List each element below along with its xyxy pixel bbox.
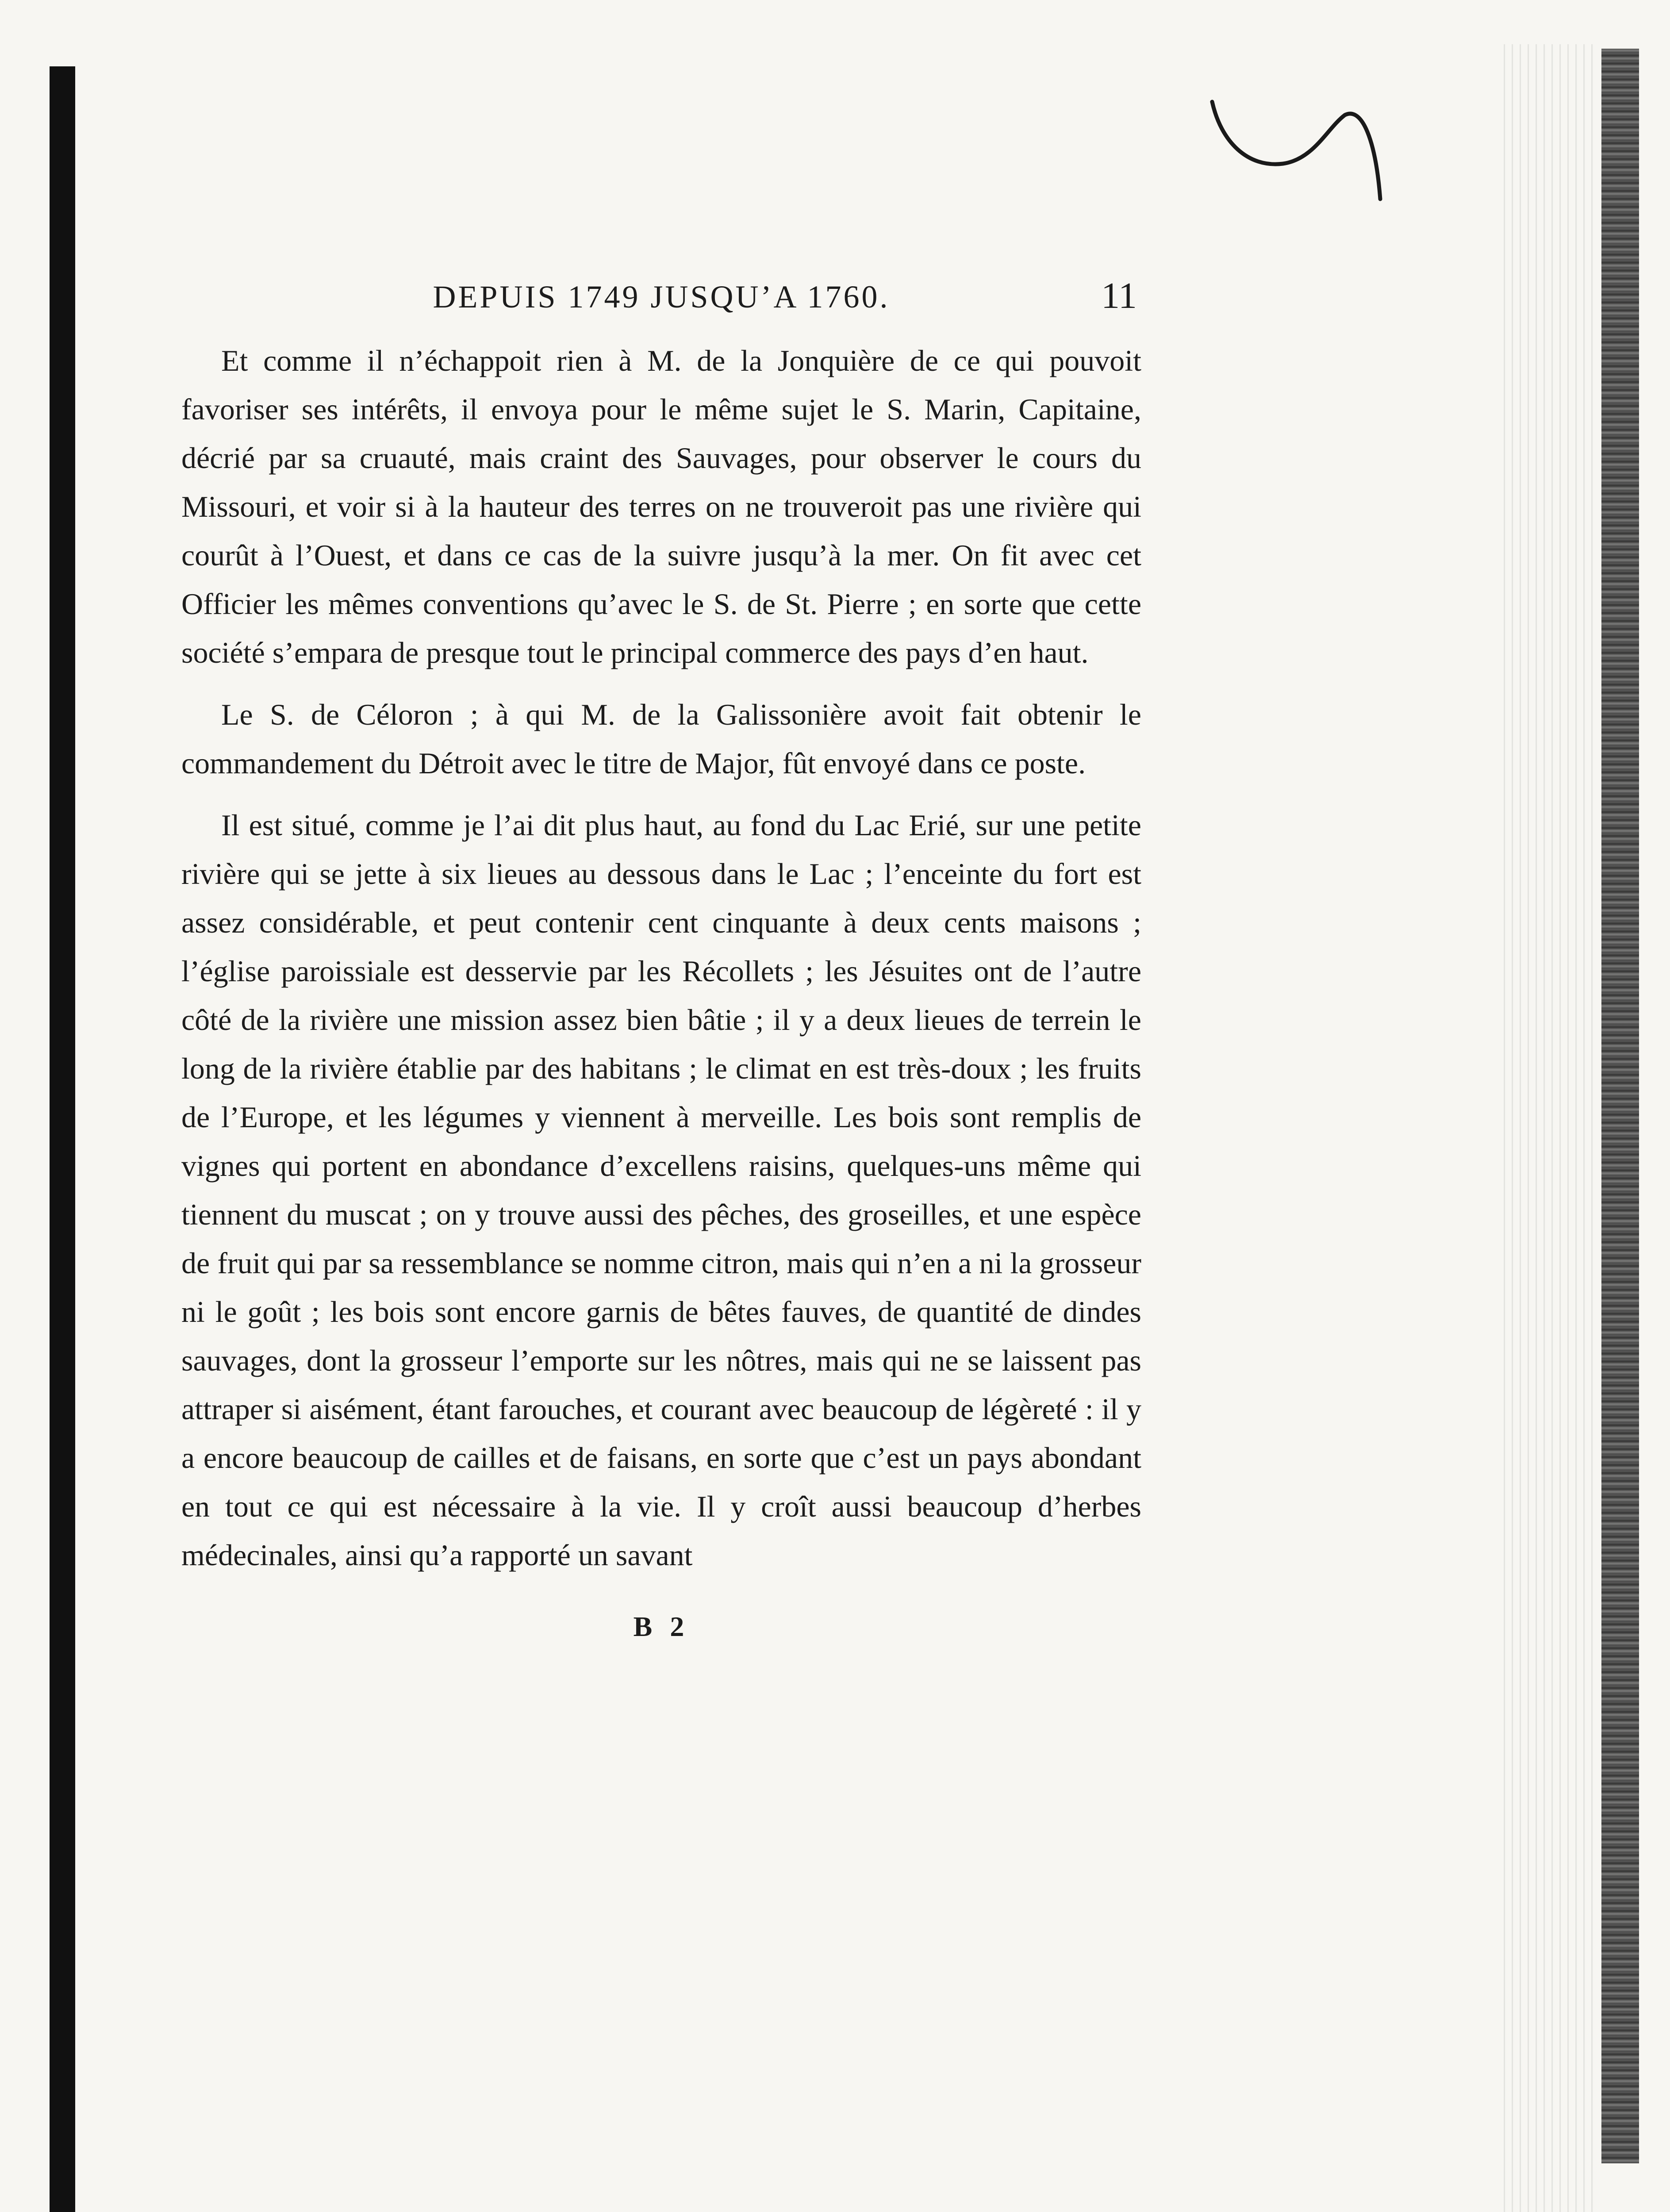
paragraph-jonquiere-marin: Et comme il n’échappoit rien à M. de la Jonquière de ce qui pouvoit favoriser ses intérêts, il envoya pour le même sujet le S. Marin, Capitaine, décrié par sa cruauté, mais craint des Sauvages, pour observer le cours du Missouri, et voir si à la hauteur des terres on ne trouveroit pas une rivière qui courût à l’Ouest, et dans ce cas de la suivre jusqu’à la mer. On fit avec cet Officier les mêmes conventions qu’avec le S. de St. Pierre ; en sorte que cette société s’empara de presque tout le principal commerce des pays d’en haut.: [181, 344, 1141, 669]
scan-left-binding-shadow: [50, 66, 75, 2212]
running-header: [181, 274, 1141, 336]
scan-right-page-edge: [1601, 49, 1639, 2163]
paragraph-celoron: Le S. de Céloron ; à qui M. de la Galissonière avoit fait obtenir le commandement du Détroit avec le titre de Major, fût envoyé dans ce poste.: [181, 698, 1141, 780]
signature-mark: B 2: [633, 1611, 690, 1642]
running-head-title: DEPUIS 1749 JUSQU’A 1760.: [433, 279, 890, 315]
paragraph-detroit-description: Il est situé, comme je l’ai dit plus haut, au fond du Lac Erié, sur une petite rivière qui se jette à six lieues au dessous dans le Lac ; l’enceinte du fort est assez considérable, et peut contenir cent cinquante à deux cents maisons ; l’église paroissiale est desservie par les Récollets ; les Jésuites ont de l’autre côté de la rivière une mission assez bien bâtie ; il y a deux lieues de terrein le long de la rivière établie par des habitans ; le climat en est très-doux ; les fruits de l’Europe, et les légumes y viennent à merveille. Les bois sont remplis de vignes qui portent en abondance d’excellens raisins, quelques-uns même qui tiennent du muscat ; on y trouve aussi des pêches, des groseilles, et une espèce de fruit qui par sa ressemblance se nomme citron, mais qui n’en a ni la grosseur ni le goût ; les bois sont encore garnis de bêtes fauves, de quantité de dindes sauvages, dont la grosseur l’emporte sur les nôtres, mais qui ne se laissent pas attraper si aisément, étant farouches, et courant avec beaucoup de légèreté : il y a encore beaucoup de cailles et de faisans, en sorte que c’est un pays abondant en tout ce qui est nécessaire à la vie. Il y croît aussi beaucoup d’herbes médecinales, ainsi qu’a rapporté un savant: [181, 808, 1141, 1572]
page-number: 11: [1101, 275, 1137, 316]
scan-right-noise: [1497, 44, 1599, 2212]
pencil-annotation-mark: [1194, 88, 1398, 221]
book-page: [181, 274, 1141, 2199]
body-text: [181, 336, 1141, 1579]
